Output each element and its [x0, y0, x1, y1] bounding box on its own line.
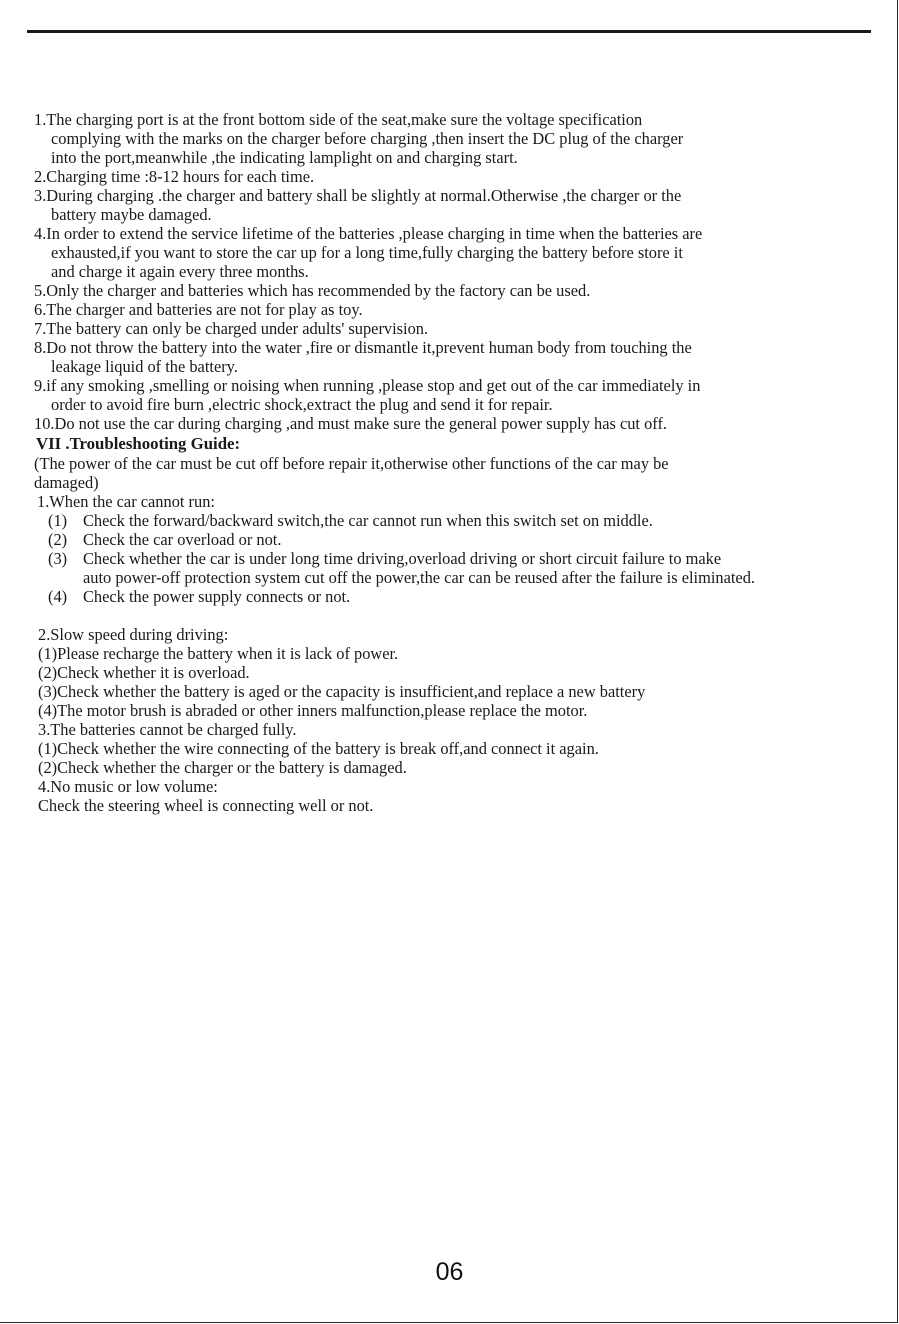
precaution-line: 10.Do not use the car during charging ,and must make sure the general power supply has cut off.: [34, 414, 667, 433]
sub-item-marker: (4): [48, 587, 68, 606]
troubleshooting-line: Check the power supply connects or not.: [83, 587, 351, 606]
precaution-line: 7.The battery can only be charged under adults' supervision.: [34, 319, 429, 338]
troubleshooting-line: 4.No music or low volume:: [38, 777, 218, 796]
troubleshooting-line: (1)Please recharge the battery when it is lack of power.: [38, 644, 399, 663]
precaution-line: 1.The charging port is at the front bottom side of the seat,make sure the voltage specification: [34, 110, 643, 129]
precaution-line: exhausted,if you want to store the car up for a long time,fully charging the battery before store it: [51, 243, 683, 262]
section-heading: VII .Troubleshooting Guide:: [36, 434, 241, 453]
troubleshooting-line: (2)Check whether the charger or the battery is damaged.: [38, 758, 407, 777]
sub-item-marker: (2): [48, 530, 68, 549]
troubleshooting-line: damaged): [34, 473, 99, 492]
troubleshooting-line: Check the forward/backward switch,the car cannot run when this switch set on middle.: [83, 511, 653, 530]
troubleshooting-line: (The power of the car must be cut off before repair it,otherwise other functions of the car may be: [34, 454, 669, 473]
troubleshooting-line: Check whether the car is under long time driving,overload driving or short circuit failure to make: [83, 549, 722, 568]
troubleshooting-line: 2.Slow speed during driving:: [38, 625, 229, 644]
top-rule: [27, 30, 871, 33]
precaution-line: order to avoid fire burn ,electric shock,extract the plug and send it for repair.: [51, 395, 553, 414]
precaution-line: complying with the marks on the charger before charging ,then insert the DC plug of the charger: [51, 129, 684, 148]
sub-item-marker: (1): [48, 511, 68, 530]
troubleshooting-line: Check the steering wheel is connecting well or not.: [38, 796, 374, 815]
precaution-line: 4.In order to extend the service lifetime of the batteries ,please charging in time when the batteries are: [34, 224, 703, 243]
sub-item-marker: (3): [48, 549, 68, 568]
precaution-line: 9.if any smoking ,smelling or noising when running ,please stop and get out of the car immediately in: [34, 376, 701, 395]
page-number: 06: [435, 1258, 464, 1286]
troubleshooting-line: (2)Check whether it is overload.: [38, 663, 250, 682]
precaution-line: 2.Charging time :8-12 hours for each time.: [34, 167, 315, 186]
precaution-line: 3.During charging .the charger and battery shall be slightly at normal.Otherwise ,the charger or the: [34, 186, 682, 205]
troubleshooting-line: (1)Check whether the wire connecting of the battery is break off,and connect it again.: [38, 739, 599, 758]
troubleshooting-line: 1.When the car cannot run:: [37, 492, 215, 511]
troubleshooting-line: auto power-off protection system cut off the power,the car can be reused after the failure is eliminated.: [83, 568, 755, 587]
troubleshooting-line: (4)The motor brush is abraded or other inners malfunction,please replace the motor.: [38, 701, 588, 720]
precaution-line: battery maybe damaged.: [51, 205, 212, 224]
troubleshooting-line: (3)Check whether the battery is aged or the capacity is insufficient,and replace a new battery: [38, 682, 646, 701]
precaution-line: 6.The charger and batteries are not for play as toy.: [34, 300, 363, 319]
precaution-line: 5.Only the charger and batteries which has recommended by the factory can be used.: [34, 281, 591, 300]
precaution-line: and charge it again every three months.: [51, 262, 309, 281]
precaution-line: leakage liquid of the battery.: [51, 357, 238, 376]
precaution-line: 8.Do not throw the battery into the water ,fire or dismantle it,prevent human body from touching the: [34, 338, 692, 357]
troubleshooting-line: 3.The batteries cannot be charged fully.: [38, 720, 297, 739]
precaution-line: into the port,meanwhile ,the indicating lamplight on and charging start.: [51, 148, 518, 167]
troubleshooting-line: Check the car overload or not.: [83, 530, 282, 549]
